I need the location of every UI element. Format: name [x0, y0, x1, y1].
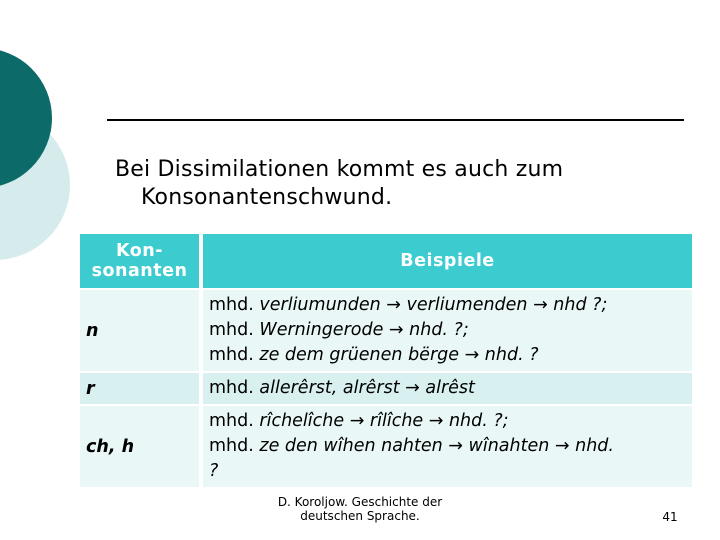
intro-line-2: Konsonantenschwund.: [141, 185, 393, 210]
consonant-cell: n: [80, 288, 203, 371]
example-text: Werningerode → nhd. ?;: [259, 320, 469, 340]
intro-text: [115, 156, 675, 212]
example-prefix: mhd.: [209, 320, 254, 340]
example-prefix: mhd.: [209, 411, 254, 431]
example-text: ze den wîhen nahten → wînahten → nhd.: [259, 436, 614, 456]
header-consonants-line1: Kon-: [116, 241, 163, 261]
header-consonants: [80, 234, 203, 288]
examples-cell: [203, 404, 692, 487]
example-prefix: mhd.: [209, 436, 254, 456]
example-line: [209, 376, 688, 401]
example-text: rîchelîche → rîlîche → nhd. ?;: [259, 411, 509, 431]
header-consonants-line2: sonanten: [91, 261, 188, 281]
table-header-row: [80, 234, 692, 288]
footer-line-2: deutschen Sprache.: [300, 509, 420, 523]
table-row: [80, 404, 692, 487]
example-prefix: mhd.: [209, 295, 254, 315]
example-text: ze dem grüenen bërge → nhd. ?: [259, 345, 539, 365]
table-row: [80, 288, 692, 371]
table-row: [80, 371, 692, 404]
example-prefix: mhd.: [209, 378, 254, 398]
example-text: verliumunden → verliumenden → nhd ?;: [259, 295, 608, 315]
consonant-cell: ch, h: [80, 404, 203, 487]
example-text: ?: [209, 461, 219, 481]
example-line: [209, 343, 688, 368]
header-examples: Beispiele: [203, 234, 692, 288]
example-prefix: mhd.: [209, 345, 254, 365]
consonant-table: [80, 234, 692, 487]
example-line: [209, 318, 688, 343]
examples-cell: [203, 371, 692, 404]
footer-source: [260, 495, 460, 523]
example-line: [209, 293, 688, 318]
example-text: allerêrst, alrêrst → alrêst: [259, 378, 475, 398]
page-number: 41: [662, 510, 678, 524]
intro-line-1: Bei Dissimilationen kommt es auch zum: [115, 157, 564, 182]
footer-line-1: D. Koroljow. Geschichte der: [277, 495, 443, 509]
example-line: [209, 409, 688, 434]
consonant-cell: r: [80, 371, 203, 404]
example-line: [209, 434, 688, 459]
example-line: [209, 459, 688, 484]
title-divider-line: [107, 119, 684, 121]
examples-cell: [203, 288, 692, 371]
